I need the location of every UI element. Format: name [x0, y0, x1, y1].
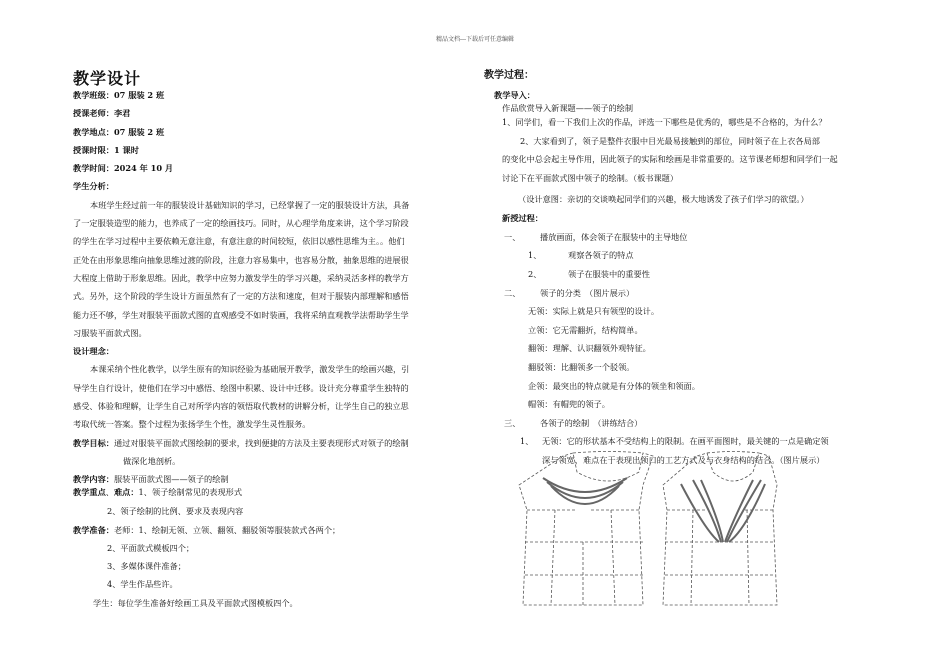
section-3-item-cont: 深与领宽，难点在于表现出领口的工艺方式及与衣身结构的结合。（图片展示）: [542, 454, 825, 465]
intro-heading: 教学导入：: [494, 89, 535, 100]
intro-item-1: 1、同学们，看一下我们上次的作品，评选一下哪些是优秀的，哪些是不合格的，为什么？: [502, 117, 827, 128]
meta-time: 教学时间：2024 年 10 月: [73, 163, 174, 174]
content-row: 教学内容：服装平面款式图——领子的绘制: [73, 474, 229, 485]
prep-item: 4、学生作品些许。: [107, 579, 178, 590]
collar-type: 翻驳领：比翻领多一个驳领。: [528, 361, 635, 372]
analysis-line: 大程度上借助于形象思维。因此，教学中应努力激发学生的学习兴趣，采纳灵活多样的教学方: [73, 272, 409, 283]
key-points-row: 教学重点、难点：1、领子绘制常见的表现形式: [73, 487, 243, 498]
analysis-line: 了一定服装造型的能力，也养成了一定的绘画技巧。同时，从心理学角度来讲，这个学习阶段: [73, 218, 409, 229]
left-column: [73, 86, 469, 612]
front-view-outline: [519, 452, 653, 606]
analysis-paragraph: [73, 196, 469, 342]
section-2-title: 二、 领子的分类 （图片展示）: [504, 287, 635, 298]
right-column: [484, 68, 894, 468]
prep-item: 3、多媒体课件准备；: [107, 561, 186, 572]
collar-type: 翻领：理解、认识翻领外观特征。: [528, 343, 651, 354]
header-note: 精品文档---下载后可任意编辑: [435, 36, 515, 43]
collar-type: 无领：实际上就是只有领型的设计。: [528, 306, 660, 317]
new-lesson-heading: 新授过程：: [502, 213, 543, 224]
concept-line: 导学生自行设计，使他们在学习中感悟、绘图中积累、设计中迁移。设计充分尊重学生独特的: [73, 382, 409, 393]
prep-row: 教学准备：老师：1、绘制无领、立领、翻领、翻驳领等服装款式各两个；: [73, 524, 341, 535]
intro-item-2-cont: 讨论下在平面款式图中领子的绘制。（板书课题）: [502, 172, 679, 183]
intro-subtitle: 作品欣赏导入新课题——领子的绘制: [502, 103, 634, 114]
section-1-item: 1、 观察各领子的特点: [528, 250, 634, 261]
process-heading: 教学过程：: [484, 70, 534, 81]
collar-type: 帽领：有帽兜的领子。: [528, 399, 610, 410]
concept-heading: 设计理念：: [73, 346, 114, 357]
intro-item-2: 2、大家看到了，领子是整件衣服中目光最易接触到的部位，同时领子在上衣各局部: [520, 135, 820, 146]
page-title: 教学设计: [73, 69, 142, 88]
back-neckline-drape: [681, 480, 765, 542]
analysis-heading: 学生分析：: [73, 181, 114, 192]
prep-item: 2、平面款式模板四个；: [107, 542, 195, 553]
student-prep: 学生：每位学生准备好绘画工具及平面款式图模板四个。: [93, 597, 298, 608]
analysis-line: 习服装平面款式图。: [73, 327, 147, 338]
goal-row: 教学目标：通过对服装平面款式图绘制的要求，找到便捷的方法及主要表现形式对领子的绘制: [73, 437, 409, 448]
intro-item-2-cont: 的变化中总会起主导作用，因此领子的实际和绘画是非常重要的。这节课老师想和同学们一起: [502, 154, 838, 165]
concept-line: 本课采纳个性化教学，以学生原有的知识经验为基础展开教学，激发学生的绘画兴趣，引: [90, 364, 410, 375]
analysis-line: 的学生在学习过程中主要依赖无意注意，有意注意的时间较短，依旧以感性思维为主。。他们: [73, 236, 405, 247]
analysis-line: 能力还不够，学生对服装平面款式图的直观感受不如时装画，我将采纳直观教学法帮助学生学: [73, 309, 409, 320]
meta-class: 教学班级：07 服装 2 班: [73, 90, 165, 100]
section-1-item: 2、 领子在服装中的重要性: [528, 268, 650, 279]
collar-type: 立领：它无需翻折，结构简单。: [528, 324, 643, 335]
meta-teacher: 授课老师：李君: [73, 108, 131, 119]
analysis-line: 式。另外，这个阶段的学生设计方面虽然有了一定的方法和速度，但对于服装内部理解和感悟: [73, 291, 409, 302]
front-neckline-drape: [543, 478, 627, 504]
meta-location: 教学地点：07 服装 2 班: [73, 126, 165, 137]
concept-paragraph: [73, 360, 469, 433]
goal-continuation: 做深化地剖析。: [123, 455, 181, 466]
concept-line: 考取代统一答案。整个过程为张扬学生个性，激发学生灵性服务。: [73, 419, 311, 430]
analysis-line: 正处在由形象思维向抽象思维过渡的阶段，注意力容易集中，也容易分散，抽象思维的进展很: [73, 254, 409, 265]
collarless-garment-figures: [515, 450, 905, 610]
collar-type: 企领：最突出的特点就是有分体的领坐和领面。: [528, 380, 700, 391]
concept-line: 感受、体验和理解，让学生自己对所学内容的领悟取代教材的讲解分析，让学生自己的独立思: [73, 401, 409, 412]
section-3-item: 1、 无领：它的形状基本不受结构上的限制。在画平面图时，最关键的一点是确定领: [520, 436, 829, 447]
key-points-row-2: 2、领子绘制的比例、要求及表现内容: [107, 506, 244, 517]
section-1-title: 一、 播放画面，体会领子在服装中的主导地位: [504, 231, 688, 242]
analysis-line: 本班学生经过前一年的服装设计基础知识的学习，已经掌握了一定的服装设计方法，具备: [90, 199, 410, 210]
meta-duration: 授课时限：1 课时: [73, 144, 139, 155]
section-3-title: 三、 各领子的绘制 （讲练结合）: [504, 417, 643, 428]
design-intent: （设计意图：亲切的交谈唤起同学们的兴趣，极大地诱发了孩子们学习的欲望。）: [518, 193, 809, 204]
